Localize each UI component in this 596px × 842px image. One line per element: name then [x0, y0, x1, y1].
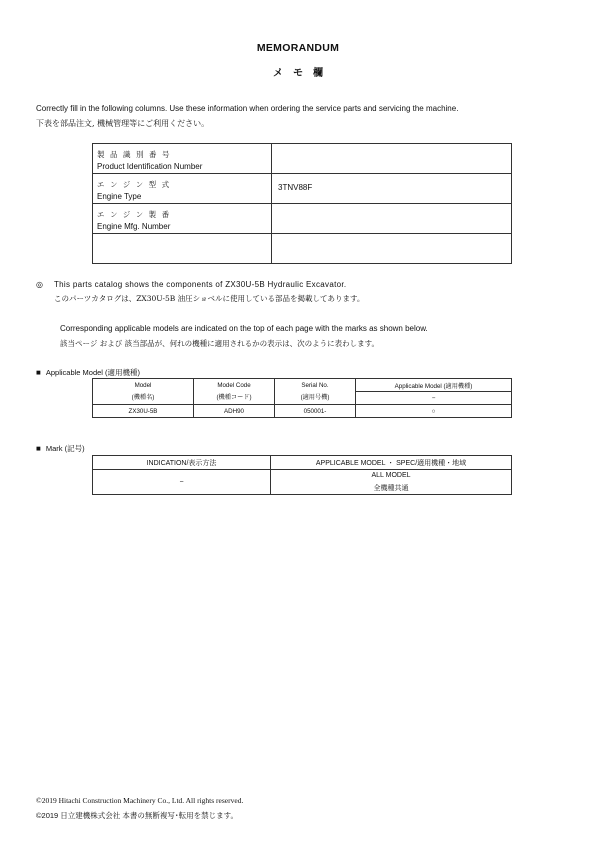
model-header [93, 379, 194, 405]
engine-mfg-label-jp: エンジン製番 [97, 210, 175, 219]
mark-heading [36, 443, 85, 454]
table-header-row [93, 456, 512, 470]
square-bullet-icon: ■ [36, 444, 41, 453]
table-row [93, 204, 512, 234]
product-id-label: Product Identification Number [97, 162, 203, 171]
serial-header-en: Serial No. [301, 381, 329, 389]
model-code-header-en: Model Code [217, 381, 251, 389]
engine-type-label-cell [93, 174, 272, 204]
identification-table [92, 143, 512, 264]
serial-header-jp: (適用号機) [300, 393, 330, 401]
table-row [93, 234, 512, 264]
engine-mfg-label: Engine Mfg. Number [97, 222, 171, 231]
serial-header [275, 379, 356, 405]
model-code-cell: ADH90 [194, 405, 275, 418]
engine-type-value: 3TNV88F [272, 174, 512, 204]
applicable-model-heading-text: Applicable Model (適用機種) [45, 368, 141, 377]
blank-label-cell [93, 234, 272, 264]
table-row [93, 470, 512, 495]
intro-text: Correctly fill in the following columns. Use these information when ordering the service parts and servicing the machine. [36, 104, 459, 113]
table-row [93, 405, 512, 418]
applicable-subheader: − [356, 392, 512, 405]
table-header-row [93, 379, 512, 392]
catalog-note: This parts catalog shows the components of ZX30U-5B Hydraulic Excavator. [54, 280, 347, 289]
applicable-mark-cell: ○ [356, 405, 512, 418]
serial-cell: 050001- [275, 405, 356, 418]
engine-mfg-label-cell [93, 204, 272, 234]
mark-table [92, 455, 512, 495]
applicable-model-heading [36, 367, 140, 378]
model-cell: ZX30U-5B [93, 405, 194, 418]
blank-value [272, 234, 512, 264]
model-code-header [194, 379, 275, 405]
page-title: MEMORANDUM [256, 42, 340, 54]
applicable-model-table [92, 378, 512, 418]
catalog-note-jp: このパーツカタログは、ZX30U-5B 油圧ショベルに使用している部品を掲載してあります。 [54, 294, 365, 303]
product-id-label-jp: 製品識別番号 [97, 150, 175, 159]
indication-header: INDICATION/表示方法 [93, 456, 271, 470]
engine-mfg-value [272, 204, 512, 234]
copyright-en: ©2019 Hitachi Construction Machinery Co., Ltd. All rights reserved. [36, 796, 244, 805]
square-bullet-icon: ■ [36, 368, 41, 377]
note-symbol: ◎ [36, 280, 43, 289]
intro-text-jp: 下表を部品注文, 機械管理等にご利用ください。 [36, 119, 210, 128]
product-id-label-cell [93, 144, 272, 174]
engine-type-label-jp: エンジン型式 [97, 180, 175, 189]
applicable-note-jp: 該当ページ および 該当部品が、何れの機種に適用されるかの表示は、次のように表わします。 [60, 339, 380, 348]
model-header-jp: (機種名) [131, 393, 155, 401]
all-model-label-jp: 全機種共通 [373, 484, 409, 492]
model-header-en: Model [134, 381, 152, 389]
mark-heading-text: Mark (記号) [45, 444, 85, 453]
engine-type-label: Engine Type [97, 192, 142, 201]
model-code-header-jp: (機種コード) [216, 393, 252, 401]
applicable-note: Corresponding applicable models are indicated on the top of each page with the marks as shown below. [60, 324, 428, 333]
all-model-label: ALL MODEL [371, 472, 411, 479]
indication-cell: − [93, 470, 271, 495]
applicable-header: Applicable Model (適用機種) [356, 379, 512, 392]
copyright-jp: ©2019 日立建機株式会社 本書の無断複写･転用を禁じます。 [36, 811, 239, 820]
table-row [93, 144, 512, 174]
applicable-spec-cell [271, 470, 512, 495]
applicable-spec-header: APPLICABLE MODEL ・ SPEC/適用機種・地域 [271, 456, 512, 470]
product-id-value [272, 144, 512, 174]
page-title-jp: メ モ 欄 [273, 68, 323, 79]
table-row [93, 174, 512, 204]
